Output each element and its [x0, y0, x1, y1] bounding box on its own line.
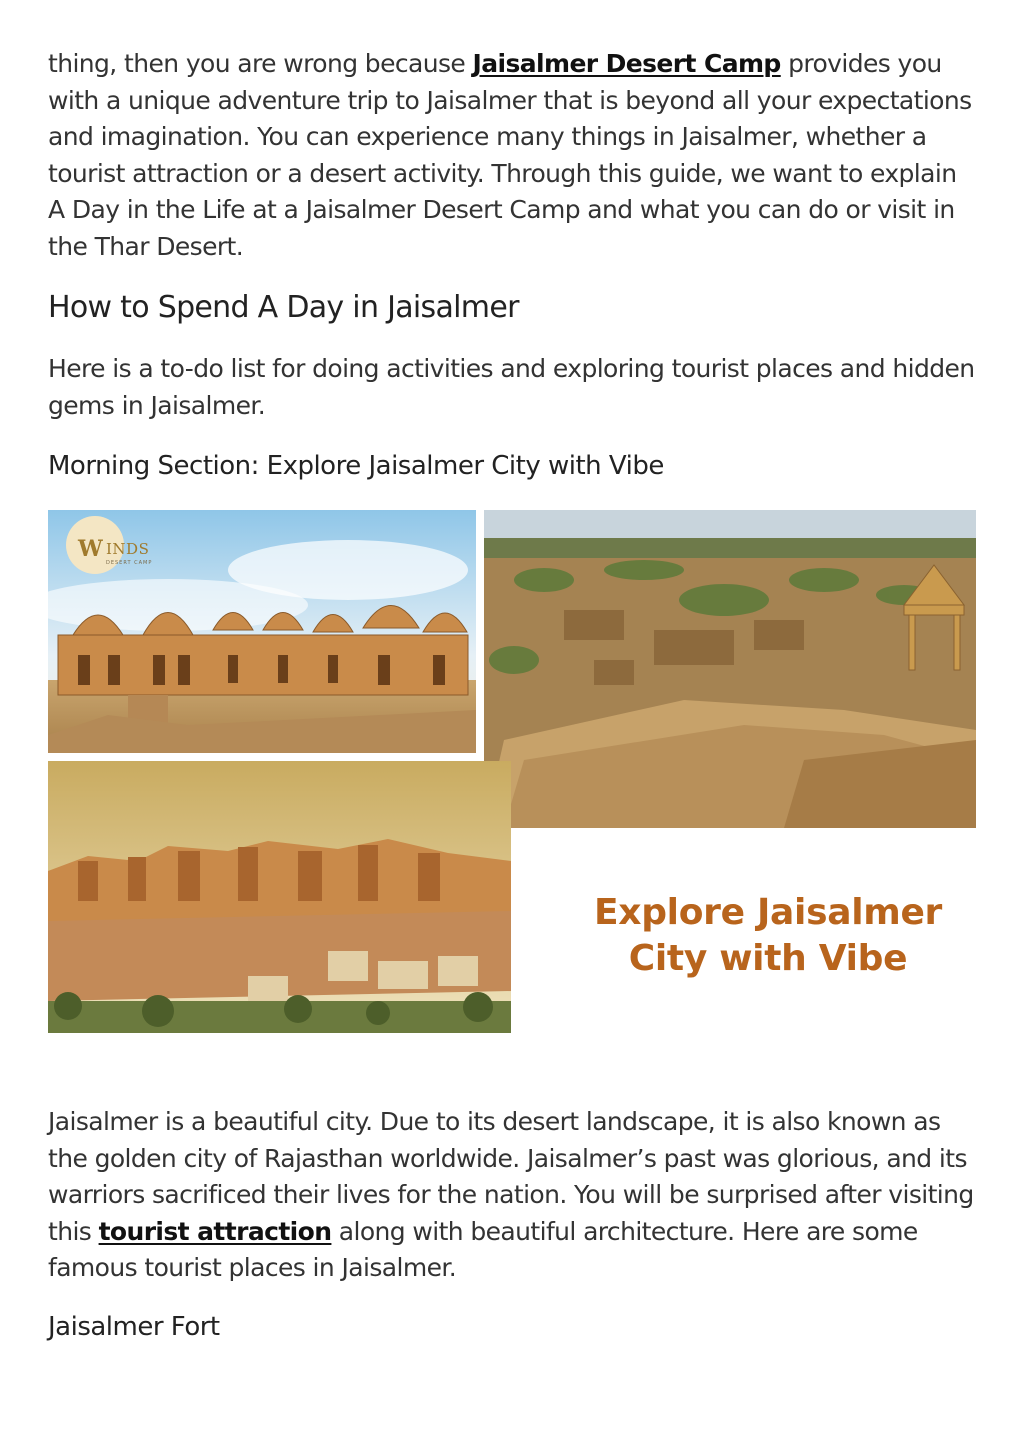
winds-desert-camp-logo — [62, 516, 172, 580]
logo-mark: W — [78, 536, 100, 562]
city-text-start: Jaisalmer is a beautiful city. Due to its desert landscape, it is also known as the golden city of Rajasthan worldwide. Jaisalmer’s past was glorious, and its warriors sacrificed their lives for the nation. You will be surprised after visiting this — [48, 1107, 974, 1246]
ruins-photo — [484, 510, 976, 828]
jaisalmer-desert-camp-link[interactable]: Jaisalmer Desert Camp — [472, 49, 781, 78]
banner-line-2: City with Vibe — [628, 938, 908, 979]
logo-text: INDS — [106, 540, 150, 558]
tourist-attraction-link[interactable]: tourist attraction — [98, 1216, 332, 1246]
banner-line-1: Explore Jaisalmer — [593, 892, 943, 933]
city-description-paragraph — [48, 1104, 978, 1287]
collage-banner-text — [578, 890, 958, 982]
section-heading: How to Spend A Day in Jaisalmer — [48, 290, 519, 325]
intro-paragraph — [48, 46, 978, 266]
jaisalmer-fort-photo — [48, 761, 511, 1033]
jaisalmer-fort-heading: Jaisalmer Fort — [48, 1312, 220, 1342]
logo-subtext: DESERT CAMP — [106, 560, 153, 566]
intro-text-start: thing, then you are wrong because — [48, 49, 473, 78]
explore-jaisalmer-collage-image — [48, 510, 976, 1033]
morning-section-heading: Morning Section: Explore Jaisalmer City with Vibe — [48, 451, 664, 481]
section-intro-paragraph: Here is a to-do list for doing activities and exploring tourist places and hidden gems in Jaisalmer. — [48, 354, 975, 420]
city-text-end: along with beautiful architecture. Here are some famous tourist places in Jaisalmer. — [48, 1216, 918, 1283]
intro-text-end: provides you with a unique adventure trip to Jaisalmer that is beyond all your expectations and imagination. You can experience many things in Jaisalmer, whether a tourist attraction or a desert activity. Through this guide, we want to explain A Day in the Life at a Jaisalmer Desert Camp and what you can do or visit in the Thar Desert. — [48, 49, 972, 261]
